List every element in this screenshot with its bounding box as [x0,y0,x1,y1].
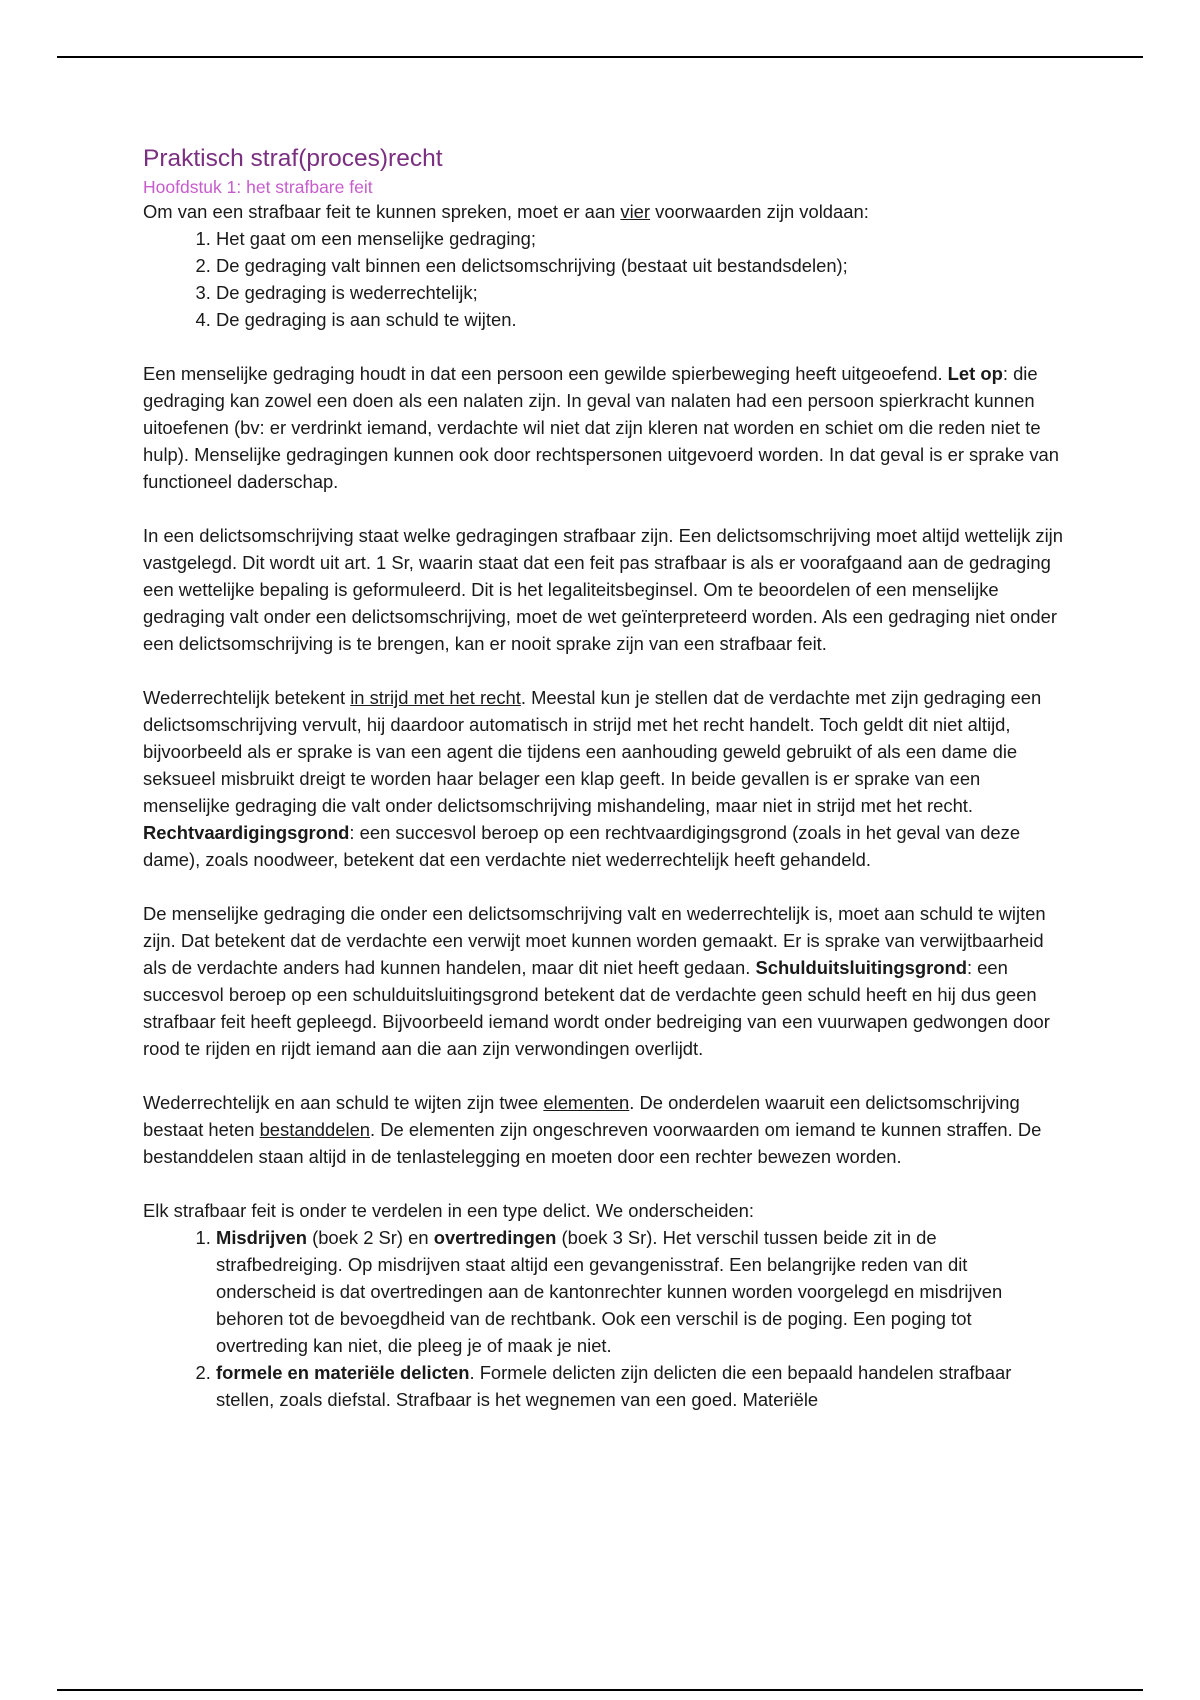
bold-term: Rechtvaardigingsgrond [143,822,350,843]
underlined-term: elementen [543,1092,630,1113]
underlined-term: vier [620,201,651,222]
list-item: 2. De gedraging valt binnen een delictsomschrijving (bestaat uit bestandsdelen); [216,252,1063,279]
document-title: Praktisch straf(proces)recht [143,145,443,172]
paragraph-schuld: De menselijke gedraging die onder een delictsomschrijving valt en wederrechtelijk is, moet aan schuld te wijten zijn. Dat betekent dat de verdachte een verwijt moet kunnen worden gemaakt. Er is sprake van verwijtbaarheid als de verdachte anders had kunnen handelen, maar dit niet heeft gedaan. Schulduitsluitingsgrond: een succesvol beroep op een schulduitsluitingsgrond betekent dat de verdachte geen schuld heeft en hij dus geen strafbaar feit heeft gepleegd. Bijvoorbeeld iemand wordt onder bedreiging van een vuurwapen gedwongen door rood te rijden en rijdt iemand aan die aan zijn verwondingen overlijdt. [143,903,1050,1059]
bold-term: Schulduitsluitingsgrond [755,957,967,978]
list-item: 2. formele en materiële delicten. Formele delicten zijn delicten die een bepaald handelen strafbaar stellen, zoals diefstal. Strafbaar is het wegnemen van een goed. Materiële [216,1359,1063,1413]
delict-types-list [143,1224,1063,1413]
paragraph-wederrechtelijk: Wederrechtelijk betekent in strijd met het recht. Meestal kun je stellen dat de verdachte met zijn gedraging een delictsomschrijving vervult, hij daardoor automatisch in strijd met het recht handelt. Toch geldt dit niet altijd, bijvoorbeeld als er sprake is van een agent die tijdens een aanhouding geweld gebruikt of als een dame die seksueel misbruikt dreigt te worden haar belager een klap geeft. In beide gevallen is er sprake van een menselijke gedraging die valt onder delictsomschrijving mishandeling, maar niet in strijd met het recht. Rechtvaardigingsgrond: een succesvol beroep op een rechtvaardigingsgrond (zoals in het geval van deze dame), zoals noodweer, betekent dat een verdachte niet wederrechtelijk heeft gehandeld. [143,687,1042,870]
paragraph-elementen: Wederrechtelijk en aan schuld te wijten zijn twee elementen. De onderdelen waaruit een delictsomschrijving bestaat heten bestanddelen. De elementen zijn ongeschreven voorwaarden om iemand te kunnen straffen. De bestanddelen staan altijd in de tenlastelegging en moeten door een rechter bewezen worden. [143,1092,1042,1167]
page-bottom-rule [57,1689,1143,1691]
underlined-term: in strijd met het recht [350,687,521,708]
list-item: 1. Misdrijven (boek 2 Sr) en overtredingen (boek 3 Sr). Het verschil tussen beide zit in de strafbedreiging. Op misdrijven staat altijd een gevangenisstraf. Een belangrijke reden van dit onderscheid is dat overtredingen aan de kantonrechter kunnen worden voorgelegd en misdrijven behoren tot de bevoegdheid van de rechtbank. Ook een verschil is de poging. Een poging tot overtreding kan niet, die pleeg je of maak je niet. [216,1224,1063,1359]
list-item: 3. De gedraging is wederrechtelijk; [216,279,1063,306]
paragraph-menselijke-gedraging: Een menselijke gedraging houdt in dat een persoon een gewilde spierbeweging heeft uitgeoefend. Let op: die gedraging kan zowel een doen als een nalaten zijn. In geval van nalaten had een persoon spierkracht kunnen uitoefenen (bv: er verdrinkt iemand, verdachte wil niet dat zijn kleren nat worden en schiet om die reden niet te hulp). Menselijke gedragingen kunnen ook door rechtspersonen uitgevoerd worden. In dat geval is er sprake van functioneel daderschap. [143,363,1060,492]
paragraph-delictsomschrijving: In een delictsomschrijving staat welke gedragingen strafbaar zijn. Een delictsomschrijving moet altijd wettelijk zijn vastgelegd. Dit wordt uit art. 1 Sr, waarin staat dat een feit pas strafbaar is als er voorafgaand aan de gedraging een wettelijke bepaling is geformuleerd. Dit is het legaliteitsbeginsel. Om te beoordelen of een menselijke gedraging valt onder een delictsomschrijving, moet de wet geïnterpreteerd worden. Als een gedraging niet onder een delictsomschrijving is te brengen, kan er nooit sprake zijn van een strafbaar feit. [143,525,1063,654]
list-item: 4. De gedraging is aan schuld te wijten. [216,306,1063,333]
list-item: 1. Het gaat om een menselijke gedraging; [216,225,1063,252]
document-body [143,142,1063,1413]
paragraph-delict-types-intro: Elk strafbaar feit is onder te verdelen in een type delict. We onderscheiden: [143,1200,754,1221]
chapter-heading: Hoofdstuk 1: het strafbare feit [143,177,373,197]
underlined-term: bestanddelen [259,1119,371,1140]
conditions-list [143,225,1063,333]
bold-term: Let op [947,363,1003,384]
page-top-rule [57,56,1143,58]
intro-paragraph: Om van een strafbaar feit te kunnen spreken, moet er aan vier voorwaarden zijn voldaan: [143,201,869,222]
